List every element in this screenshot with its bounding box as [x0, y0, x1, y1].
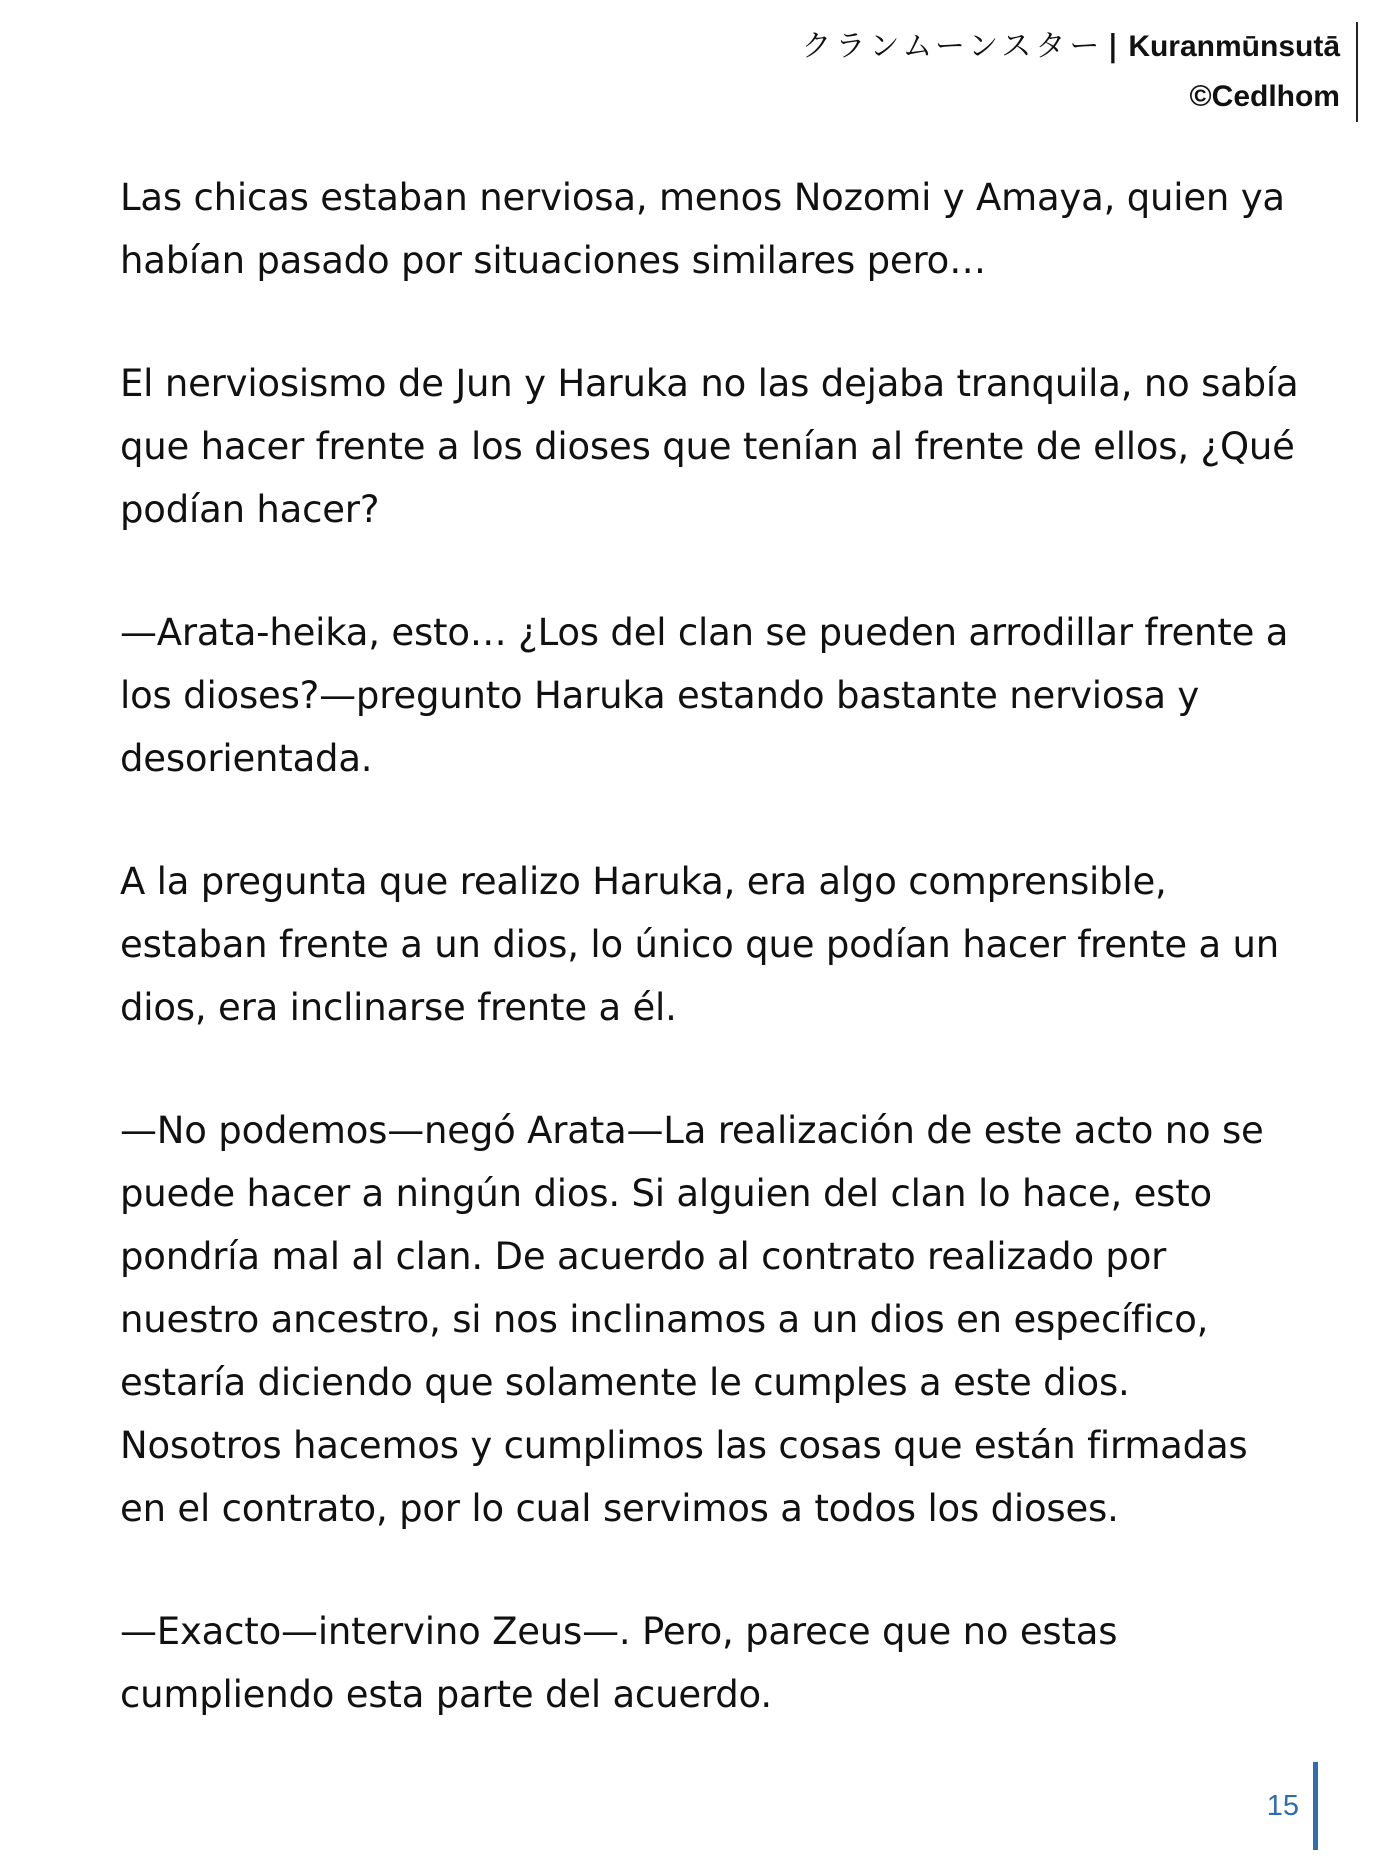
paragraph: —Exacto—intervino Zeus—. Pero, parece que no estas cumpliendo esta parte del acuerdo.: [120, 1610, 1118, 1716]
japanese-title: クランムーンスター: [801, 29, 1104, 64]
page-header: [802, 22, 1358, 122]
paragraph: A la pregunta que realizo Haruka, era algo comprensible, estaban frente a un dios, lo único que podían hacer frente a un dios, era inclinarse frente a él.: [120, 860, 1280, 1029]
paragraph: —No podemos—negó Arata—La realización de este acto no se puede hacer a ningún dios. Si alguien del clan lo hace, esto pondría mal al clan. De acuerdo al contrato realizado por nuestro ancestro, si nos inclinamos a un dios en específico, estaría diciendo que solamente le cumples a este dios. Nosotros hacemos y cumplimos las cosas que están firmadas en el contrato, por lo cual servimos a todos los dioses.: [120, 1109, 1264, 1530]
title-separator: |: [1107, 29, 1119, 64]
page-number: 15: [1266, 1789, 1299, 1822]
paragraph: El nerviosismo de Jun y Haruka no las dejaba tranquila, no sabía que hacer frente a los dioses que tenían al frente de ellos, ¿Qué podían hacer?: [120, 362, 1299, 531]
page-number-bar: [1313, 1762, 1318, 1850]
copyright-notice: ©Cedlhom: [1189, 80, 1340, 113]
paragraph: Las chicas estaban nerviosa, menos Nozomi y Amaya, quien ya habían pasado por situaciones similares pero…: [120, 176, 1285, 282]
page-number-block: [1267, 1762, 1318, 1850]
page-body: [120, 166, 1300, 1786]
romanized-title: Kuranmūnsutā: [1128, 30, 1340, 63]
header-title-line: [802, 22, 1340, 72]
paragraph: —Arata-heika, esto… ¿Los del clan se pueden arrodillar frente a los dioses?—pregunto Haruka estando bastante nerviosa y desorientada.: [120, 611, 1289, 780]
